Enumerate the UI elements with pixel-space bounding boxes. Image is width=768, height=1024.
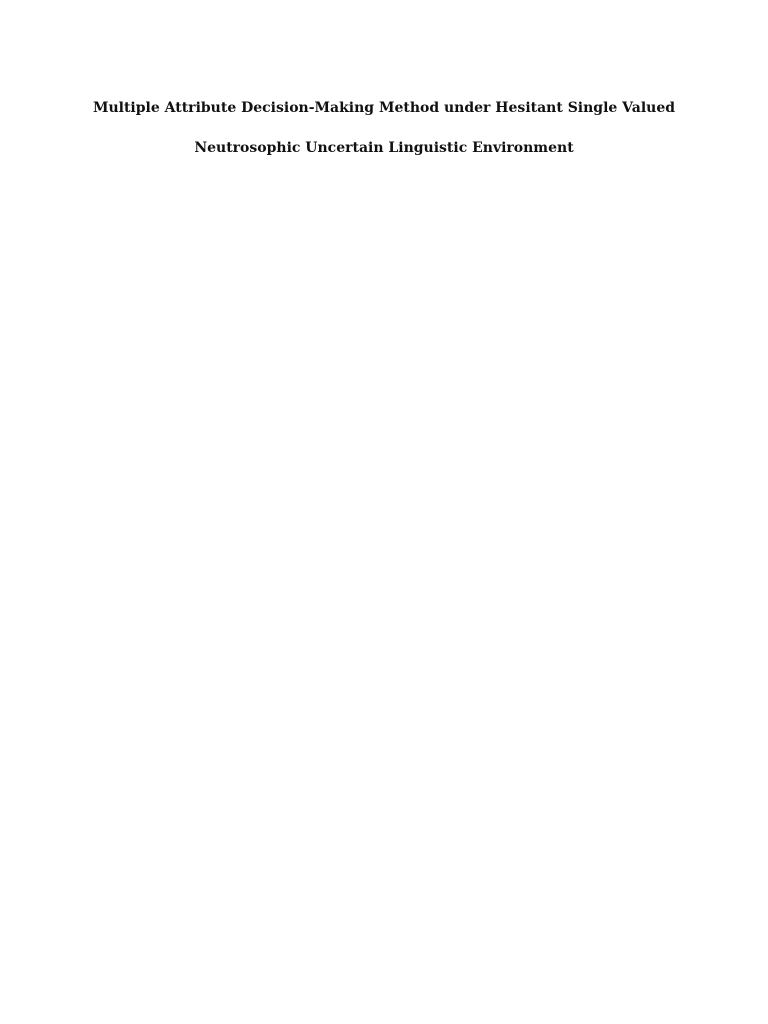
paper-title: Multiple Attribute Decision-Making Method under Hesitant Single Valued Neutrosophic Uncertain Linguistic Environment <box>92 100 676 156</box>
paper-header <box>90 88 678 168</box>
